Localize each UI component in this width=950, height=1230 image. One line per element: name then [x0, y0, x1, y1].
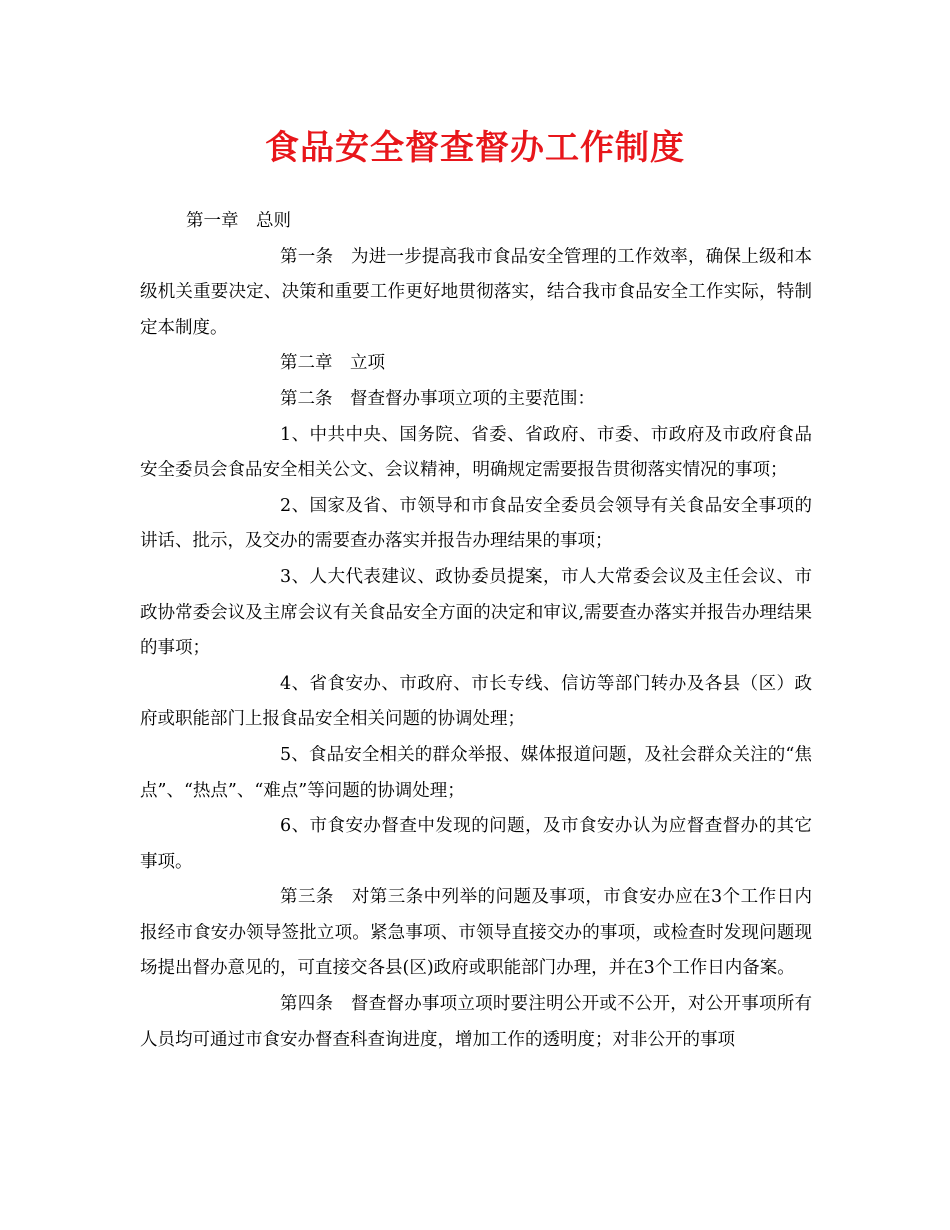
list-item: 3、人大代表建议、政协委员提案，市人大常委会议及主任会议、市政协常委会议及主席会议有关食品安全方面的决定和审议,需要查办落实并报告办理结果的事项；: [140, 566, 812, 659]
list-item: 1、中共中央、国务院、省委、省政府、市委、市政府及市政府食品安全委员会食品安全相关公文、会议精神，明确规定需要报告贯彻落实情况的事项；: [140, 424, 812, 481]
list-item: 4、省食安办、市政府、市长专线、信访等部门转办及各县（区）政府或职能部门上报食品安全相关问题的协调处理；: [140, 673, 812, 730]
list-item: 5、食品安全相关的群众举报、媒体报道问题，及社会群众关注的“焦点”、“热点”、“难点”等问题的协调处理；: [140, 744, 812, 801]
article-paragraph: 第一条 为进一步提高我市食品安全管理的工作效率，确保上级和本级机关重要决定、决策和重要工作更好地贯彻落实，结合我市食品安全工作实际，特制定本制度。: [140, 246, 812, 338]
chapter-heading: 第一章 总则: [186, 211, 291, 231]
list-item: 6、市食安办督查中发现的问题，及市食安办认为应督查督办的其它事项。: [140, 816, 812, 872]
document-body: [140, 204, 812, 1058]
article-paragraph: 第二条 督查督办事项立项的主要范围：: [280, 388, 595, 409]
list-item: 2、国家及省、市领导和市食品安全委员会领导有关食品安全事项的讲话、批示，及交办的需要查办落实并报告办理结果的事项；: [140, 495, 812, 552]
document-title: 食品安全督查督办工作制度: [265, 128, 685, 168]
chapter-heading: 第二章 立项: [280, 353, 385, 374]
article-paragraph: 第四条 督查督办事项立项时要注明公开或不公开，对公开事项所有人员均可通过市食安办督查科查询进度，增加工作的透明度；对非公开的事项: [140, 994, 812, 1050]
article-paragraph: 第三条 对第三条中列举的问题及事项，市食安办应在3个工作日内报经市食安办领导签批立项。紧急事项、市领导直接交办的事项，或检查时发现问题现场提出督办意见的，可直接交各县(区)政府或职能部门办理，并在3个工作日内备案。: [140, 887, 812, 979]
